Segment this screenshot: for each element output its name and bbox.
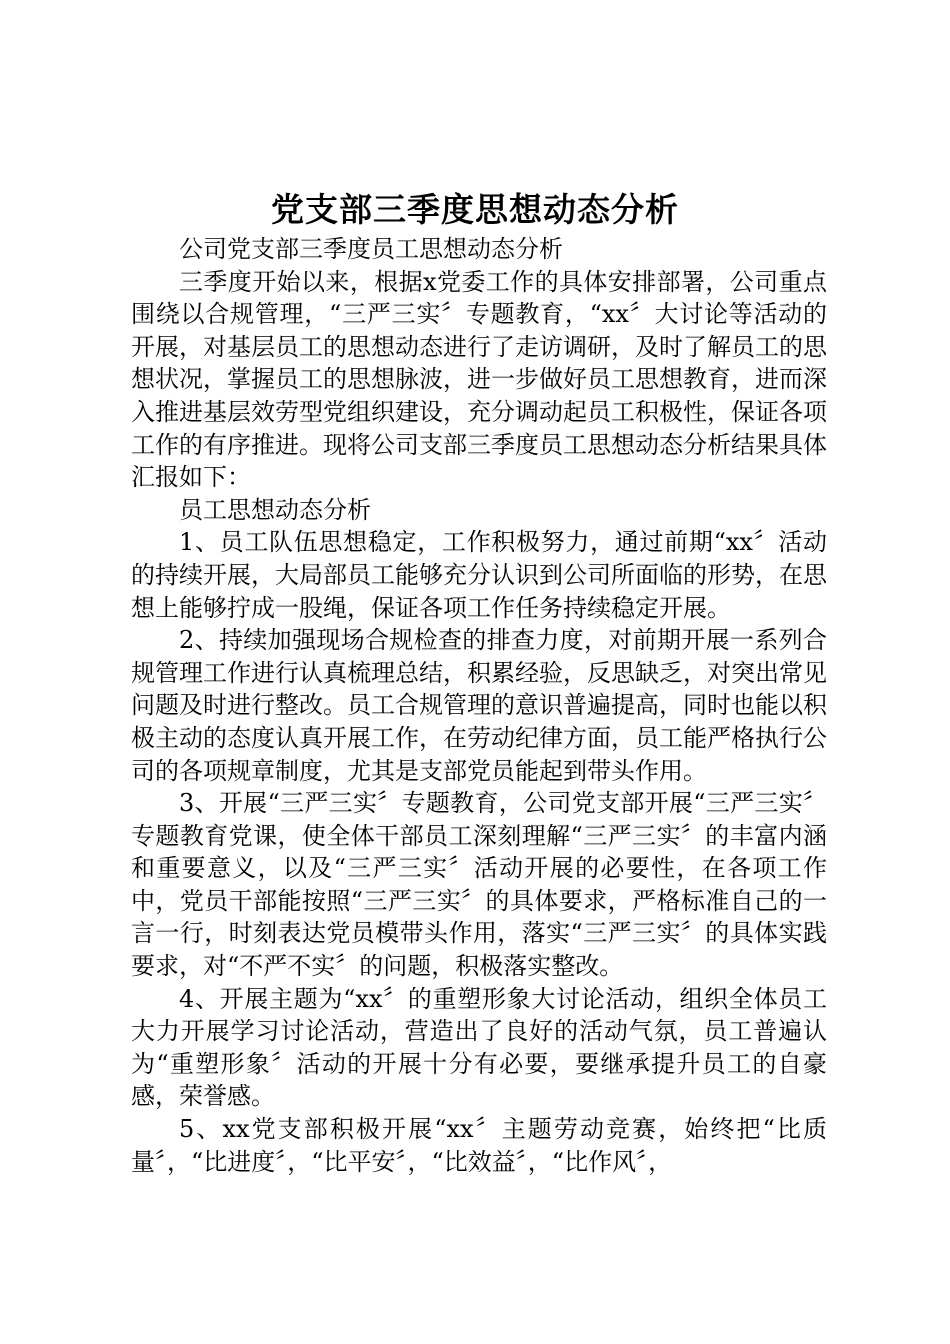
document-body bbox=[131, 233, 827, 1178]
subtitle-paragraph: 公司党支部三季度员工思想动态分析 bbox=[179, 235, 563, 263]
item-paragraph-5: 5、xx党支部积极开展“xx〞主题劳动竞赛，始终把“比质量〞，“比进度〞，“比平安〞，“比效益〞，“比作风〞， bbox=[131, 1115, 827, 1176]
document-title: 党支部三季度思想动态分析 bbox=[271, 190, 679, 229]
intro-paragraph: 三季度开始以来，根据x党委工作的具体安排部署，公司重点围绕以合规管理，“三严三实〞专题教育，“xx〞大讨论等活动的开展，对基层员工的思想动态进行了走访调研，及时了解员工的思想状况，掌握员工的思想脉波，进一步做好员工思想教育，进而深入推进基层效劳型党组织建设，充分调动起员工积极性，保证各项工作的有序推进。现将公司支部三季度员工思想动态分析结果具体汇报如下： bbox=[131, 267, 827, 492]
section-heading: 员工思想动态分析 bbox=[179, 495, 371, 524]
item-paragraph-2: 2、持续加强现场合规检查的排查力度，对前期开展一系列合规管理工作进行认真梳理总结，积累经验，反思缺乏，对突出常见问题及时进行整改。员工合规管理的意识普遍提高，同时也能以积极主动的态度认真开展工作，在劳动纪律方面，员工能严格执行公司的各项规章制度，尤其是支部党员能起到带头作用。 bbox=[131, 626, 827, 785]
item-paragraph-4: 4、开展主题为“xx〞的重塑形象大讨论活动，组织全体员工大力开展学习讨论活动，营造出了良好的活动气氛，员工普遍认为“重塑形象〞活动的开展十分有必要，要继承提升员工的自豪感，荣誉感。 bbox=[131, 984, 827, 1111]
item-paragraph-3: 3、开展“三严三实〞专题教育，公司党支部开展“三严三实〞专题教育党课，使全体干部员工深刻理解“三严三实〞的丰富内涵和重要意义，以及“三严三实〞活动开展的必要性，在各项工作中，党员干部能按照“三严三实〞的具体要求，严格标准自己的一言一行，时刻表达党员模带头作用，落实“三严三实〞的具体实践要求，对“不严不实〞的问题，积极落实整改。 bbox=[131, 789, 827, 981]
item-paragraph-1: 1、员工队伍思想稳定，工作积极努力，通过前期“xx〞活动的持续开展，大局部员工能够充分认识到公司所面临的形势，在思想上能够拧成一股绳，保证各项工作任务持续稳定开展。 bbox=[131, 528, 827, 622]
